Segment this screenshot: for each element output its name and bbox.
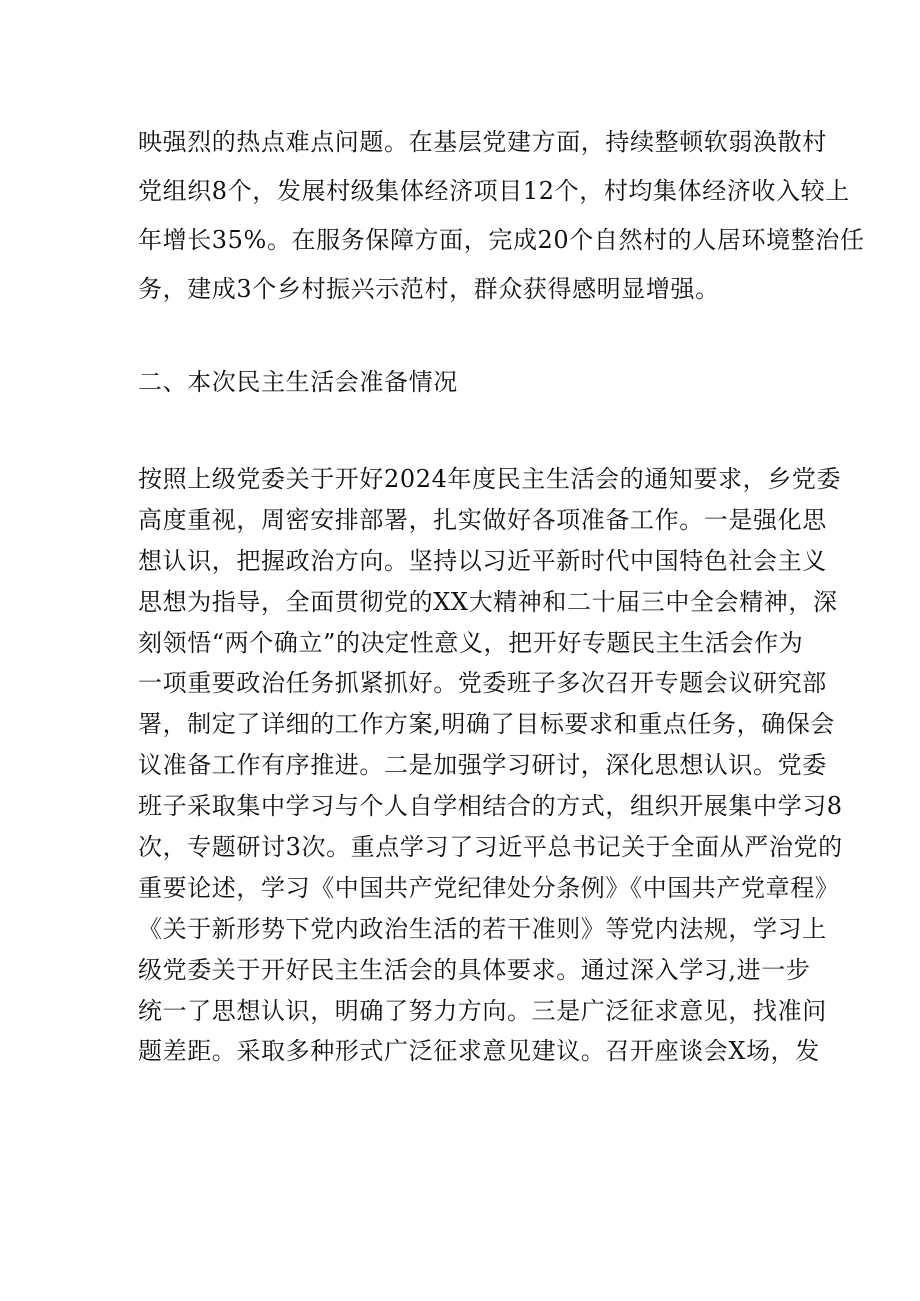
text-line: 党组织8个，发展村级集体经济项目12个，村均集体经济收入较上	[138, 177, 850, 205]
text-line: 署，制定了详细的工作方案,明确了目标要求和重点任务，确保会	[138, 710, 836, 739]
text-line: 一项重要政治任务抓紧抓好。党委班子多次召开专题会议研究部	[138, 669, 827, 698]
text-line: 次，专题研讨3次。重点学习了习近平总书记关于全面从严治党的	[138, 833, 843, 862]
text-line: 班子采取集中学习与个人自学相结合的方式，组织开展集中学习8	[138, 792, 843, 821]
section-heading	[138, 362, 798, 402]
text-line: 级党委关于开好民主生活会的具体要求。通过深入学习,进一步	[138, 955, 811, 984]
paragraph-1	[138, 122, 865, 318]
text-line: 年增长35%。在服务保障方面，完成20个自然村的人居环境整治任	[138, 226, 865, 254]
section-heading-text: 二、本次民主生活会准备情况	[138, 368, 458, 396]
paragraph-2	[138, 459, 843, 1072]
text-line: 想认识，把握政治方向。坚持以习近平新时代中国特色社会主义	[138, 546, 827, 575]
text-line: 映强烈的热点难点问题。在基层党建方面，持续整顿软弱涣散村	[138, 128, 827, 156]
text-line: 题差距。采取多种形式广泛征求意见建议。召开座谈会X场，发	[138, 1037, 820, 1066]
text-line: 高度重视，周密安排部署，扎实做好各项准备工作。一是强化思	[138, 505, 827, 534]
text-line: 统一了思想认识，明确了努力方向。三是广泛征求意见，找准问	[138, 996, 827, 1025]
text-line: 重要论述，学习《中国共产党纪律处分条例》《中国共产党章程》	[138, 873, 840, 902]
text-line: 思想为指导，全面贯彻党的XX大精神和二十届三中全会精神，深	[138, 587, 838, 616]
text-line: 按照上级党委关于开好2024年度民主生活会的通知要求，乡党委	[138, 465, 842, 493]
text-line: 刻领悟“两个确立”的决定性意义，把开好专题民主生活会作为	[138, 628, 804, 657]
text-line: 议准备工作有序推进。二是加强学习研讨，深化思想认识。党委	[138, 751, 827, 780]
text-line: 务，建成3个乡村振兴示范村，群众获得感明显增强。	[138, 275, 720, 303]
text-line: 《关于新形势下党内政治生活的若干准则》等党内法规，学习上	[138, 914, 827, 943]
